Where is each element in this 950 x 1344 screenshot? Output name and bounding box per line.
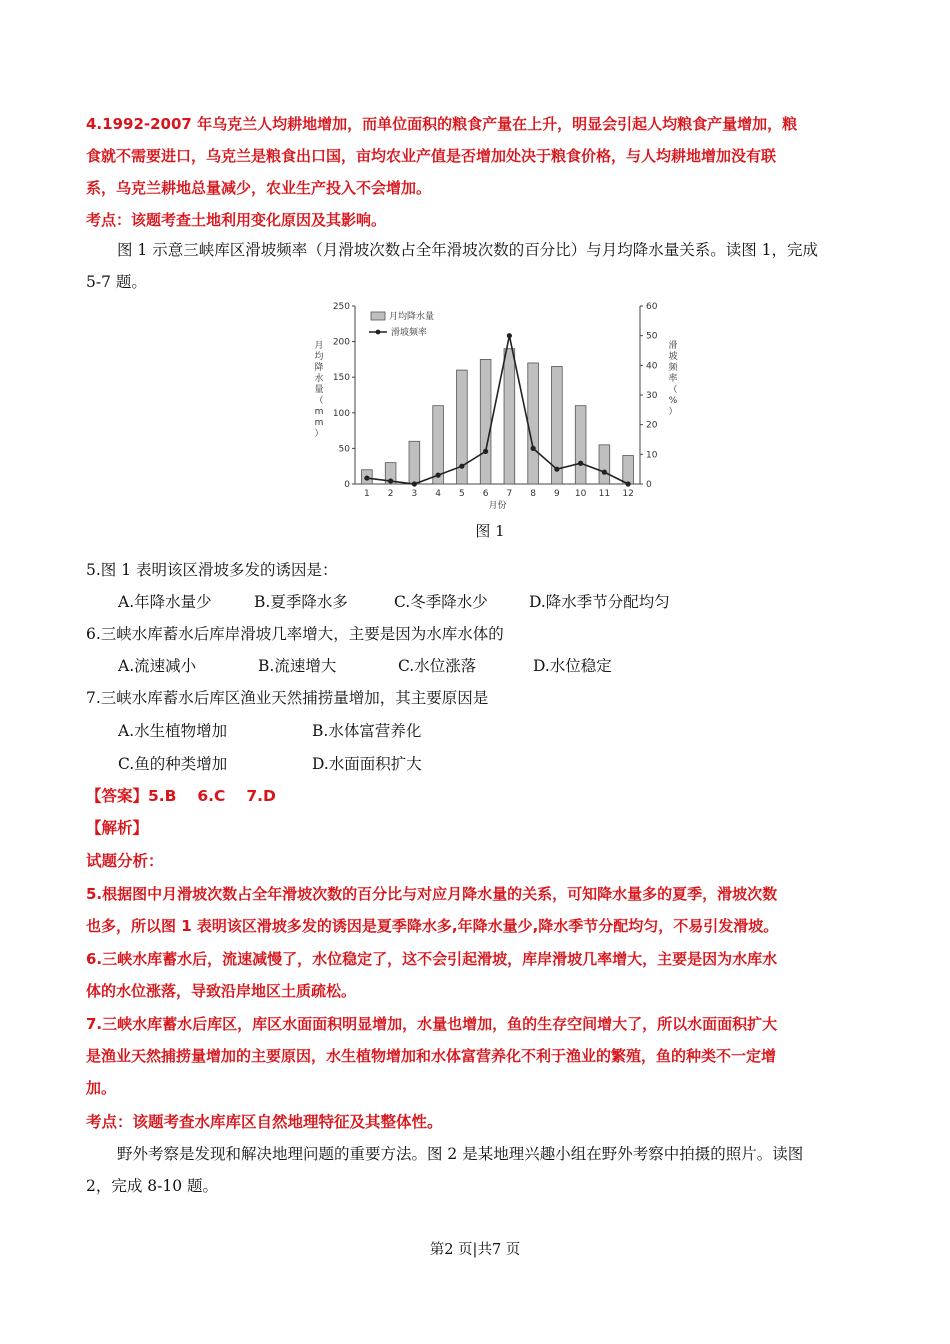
answer-line: 【答案】5.B 6.C 7.D: [86, 787, 276, 805]
answer-4-line-1: 4.1992-2007 年乌克兰人均耕地增加，而单位面积的粮食产量在上升，明显会引起人均粮食产量增加，粮: [86, 115, 798, 133]
figure-1-caption: 图 1: [475, 522, 505, 540]
question-5-stem: 5.图 1 表明该区滑坡多发的诱因是：: [86, 561, 338, 579]
q7-option-d[interactable]: D.水面面积扩大: [312, 755, 422, 773]
analysis-6: [86, 943, 866, 1007]
landslide-frequency-point: [531, 446, 536, 451]
right-tick-label: 40: [646, 361, 658, 372]
landslide-frequency-point: [459, 464, 464, 469]
x-tick-label: 2: [387, 489, 394, 499]
answer-4-line-3: 系，乌克兰耕地总量减少，农业生产投入不会增加。: [86, 179, 432, 197]
q6-option-a[interactable]: A.流速减小: [118, 657, 197, 675]
q6-option-c[interactable]: C.水位涨落: [398, 657, 477, 675]
x-tick-label: 8: [530, 489, 536, 499]
landslide-frequency-point: [388, 478, 393, 483]
analysis-subheading: 试题分析：: [86, 852, 164, 870]
legend-line-label: 滑坡频率: [391, 328, 428, 338]
intro2-line-2: 2，完成 8-10 题。: [86, 1177, 219, 1195]
answer-4-line-2: 食就不需要进口，乌克兰是粮食出口国，亩均农业产值是否增加处决于粮食价格，与人均耕地增加没有联: [86, 147, 777, 165]
x-tick-label: 11: [598, 489, 611, 499]
figure-1-chart: [305, 296, 685, 516]
q6-option-d[interactable]: D.水位稳定: [533, 657, 612, 675]
left-tick-label: 200: [332, 337, 350, 348]
precipitation-bar: [409, 441, 420, 484]
analysis-5-line-2: 也多，所以图 1 表明该区滑坡多发的诱因是夏季降水多,年降水量少,降水季节分配均匀，不易引发滑坡。: [86, 917, 779, 935]
q5-option-d[interactable]: D.降水季节分配均匀: [529, 593, 670, 611]
right-axis-label: 滑坡频率（%）: [668, 341, 678, 417]
x-tick-label: 9: [554, 489, 560, 499]
landslide-frequency-point: [412, 481, 417, 486]
right-tick-label: 20: [646, 420, 658, 431]
precipitation-bar: [528, 363, 539, 484]
precipitation-bar: [504, 349, 515, 484]
q5-option-b[interactable]: B.夏季降水多: [254, 593, 348, 611]
analysis-6-line-1: 6.三峡水库蓄水后，流速减慢了，水位稳定了，这不会引起滑坡，库岸滑坡几率增大，主要是因为水库水: [86, 950, 778, 968]
question-6-stem: 6.三峡水库蓄水后库岸滑坡几率增大，主要是因为水库水体的: [86, 625, 504, 643]
x-tick-label: 7: [506, 489, 513, 499]
analysis-7-line-2: 是渔业天然捕捞量增加的主要原因，水生植物增加和水体富营养化不利于渔业的繁殖，鱼的种类不一定增: [86, 1047, 777, 1065]
precipitation-bar: [433, 406, 444, 484]
landslide-frequency-point: [364, 475, 369, 480]
answer-4-kaodian: 考点：该题考查土地利用变化原因及其影响。: [86, 211, 387, 229]
q6-option-b[interactable]: B.流速增大: [258, 657, 337, 675]
right-tick-label: 10: [646, 450, 658, 461]
analysis-7-line-3: 加。: [86, 1079, 117, 1097]
landslide-frequency-point: [578, 461, 583, 466]
legend-line-marker: [376, 330, 381, 335]
x-tick-label: 12: [622, 489, 634, 499]
left-tick-label: 150: [332, 373, 350, 384]
landslide-frequency-point: [507, 333, 512, 338]
kaodian-2: 考点：该题考查水库库区自然地理特征及其整体性。: [86, 1113, 443, 1131]
left-tick-label: 50: [338, 444, 350, 455]
analysis-7-line-1: 7.三峡水库蓄水后库区，库区水面面积明显增加，水量也增加，鱼的生存空间增大了，所以水面面积扩大: [86, 1015, 778, 1033]
precipitation-bar: [623, 456, 634, 484]
x-tick-label: 6: [482, 489, 489, 499]
x-tick-label: 3: [411, 489, 418, 499]
intro-line-1: 图 1 示意三峡库区滑坡频率（月滑坡次数占全年滑坡次数的百分比）与月均降水量关系。读图 1，完成: [117, 241, 819, 259]
answer-4-explanation: [86, 108, 866, 236]
analysis-heading: 【解析】: [86, 819, 149, 837]
x-tick-label: 5: [459, 489, 465, 499]
q7-option-c[interactable]: C.鱼的种类增加: [118, 755, 228, 773]
x-tick-label: 1: [364, 489, 370, 499]
landslide-frequency-point: [602, 470, 607, 475]
right-tick-label: 0: [646, 480, 652, 490]
precipitation-bar: [480, 359, 491, 484]
analysis-5-line-1: 5.根据图中月滑坡次数占全年滑坡次数的百分比与对应月降水量的关系，可知降水量多的夏季，滑坡次数: [86, 885, 778, 903]
landslide-frequency-point: [554, 467, 559, 472]
landslide-frequency-point: [436, 473, 441, 478]
intro-paragraph-8-10: [86, 1138, 866, 1202]
left-tick-label: 100: [332, 408, 350, 419]
q5-option-a[interactable]: A.年降水量少: [118, 593, 212, 611]
landslide-frequency-line: [367, 336, 628, 484]
legend-bar-label: 月均降水量: [389, 312, 435, 322]
right-tick-label: 60: [646, 302, 658, 312]
right-tick-label: 30: [646, 391, 658, 401]
q5-option-c[interactable]: C.冬季降水少: [394, 593, 488, 611]
left-tick-label: 250: [332, 302, 350, 312]
precipitation-bar: [599, 445, 610, 484]
analysis-7: [86, 1008, 866, 1104]
right-tick-label: 50: [646, 331, 658, 342]
x-axis-label: 月份: [488, 501, 507, 511]
intro-line-2: 5-7 题。: [86, 273, 147, 291]
landslide-frequency-point: [626, 481, 631, 486]
precipitation-bar: [575, 406, 586, 484]
analysis-6-line-2: 体的水位涨落，导致沿岸地区土质疏松。: [86, 982, 357, 1000]
q7-option-b[interactable]: B.水体富营养化: [312, 722, 422, 740]
intro2-line-1: 野外考察是发现和解决地理问题的重要方法。图 2 是某地理兴趣小组在野外考察中拍摄的照片。读图: [117, 1145, 804, 1163]
left-tick-label: 0: [344, 480, 350, 490]
question-7-stem: 7.三峡水库蓄水后库区渔业天然捕捞量增加，其主要原因是: [86, 689, 489, 707]
legend-bar-swatch: [371, 312, 385, 320]
q7-option-a[interactable]: A.水生植物增加: [118, 722, 228, 740]
intro-paragraph-5-7: [86, 234, 866, 298]
x-tick-label: 4: [435, 489, 441, 499]
analysis-5: [86, 878, 866, 942]
left-axis-label: 月均降水量（ m m ）: [314, 341, 324, 439]
page-footer: 第2 页|共7 页: [429, 1242, 521, 1258]
landslide-frequency-point: [483, 449, 488, 454]
x-tick-label: 10: [574, 489, 587, 499]
